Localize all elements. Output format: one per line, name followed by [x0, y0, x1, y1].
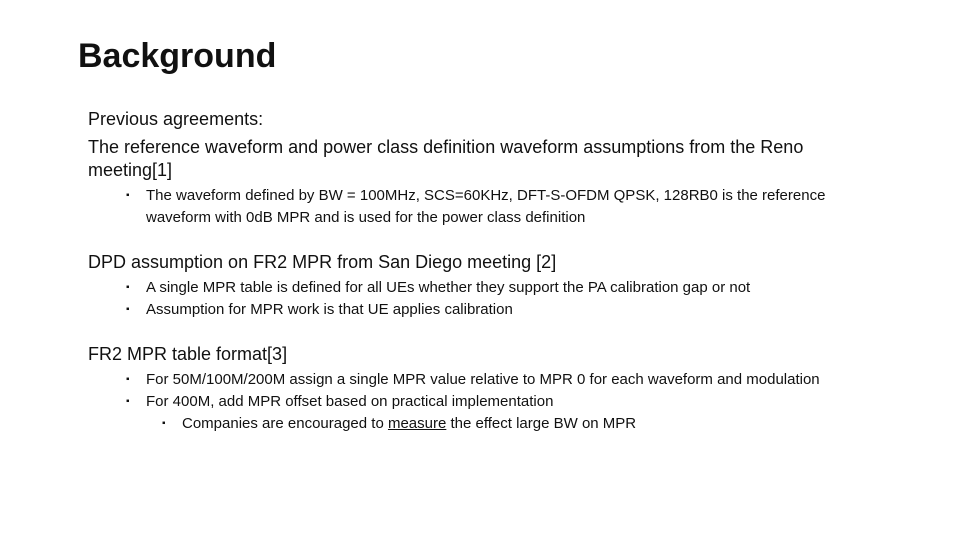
list-item [88, 369, 868, 391]
square-bullet-icon: ▪ [126, 282, 130, 293]
list-item [88, 391, 868, 413]
slide-title: Background [78, 37, 277, 75]
list-item [88, 277, 868, 299]
sub-bullet-text [182, 415, 636, 432]
square-bullet-icon: ▪ [162, 418, 166, 429]
previous-agreements-intro: The reference waveform and power class definition waveform assumptions from the Reno meeting[1] [88, 137, 804, 180]
bullet-text: The waveform defined by BW = 100MHz, SCS=60KHz, DFT-S-OFDM QPSK, 128RB0 is the reference waveform with 0dB MPR and is used for the power class definition [146, 187, 826, 226]
dpd-assumption-list [88, 277, 868, 321]
bullet-text: Assumption for MPR work is that UE applies calibration [146, 301, 513, 318]
square-bullet-icon: ▪ [126, 190, 130, 201]
previous-agreements-heading: Previous agreements: [88, 109, 264, 129]
dpd-assumption-heading: DPD assumption on FR2 MPR from San Diego meeting [2] [88, 252, 557, 272]
square-bullet-icon: ▪ [126, 374, 130, 385]
bullet-text: For 50M/100M/200M assign a single MPR value relative to MPR 0 for each waveform and modulation [146, 371, 820, 388]
underlined-word: measure [387, 415, 447, 432]
list-item [88, 299, 868, 321]
square-bullet-icon: ▪ [126, 396, 130, 407]
mpr-table-format-heading: FR2 MPR table format[3] [88, 344, 288, 364]
previous-agreements-list [88, 185, 868, 229]
slide-body [88, 108, 868, 435]
sub-list-item [88, 413, 868, 435]
sub-bullet-text-before: Companies are encouraged to [182, 415, 388, 432]
sub-bullet-text-after: the effect large BW on MPR [446, 415, 637, 432]
square-bullet-icon: ▪ [126, 304, 130, 315]
list-item [88, 185, 868, 229]
bullet-text: For 400M, add MPR offset based on practical implementation [146, 393, 554, 410]
mpr-table-format-list [88, 369, 868, 435]
bullet-text: A single MPR table is defined for all UEs whether they support the PA calibration gap or not [146, 279, 751, 296]
